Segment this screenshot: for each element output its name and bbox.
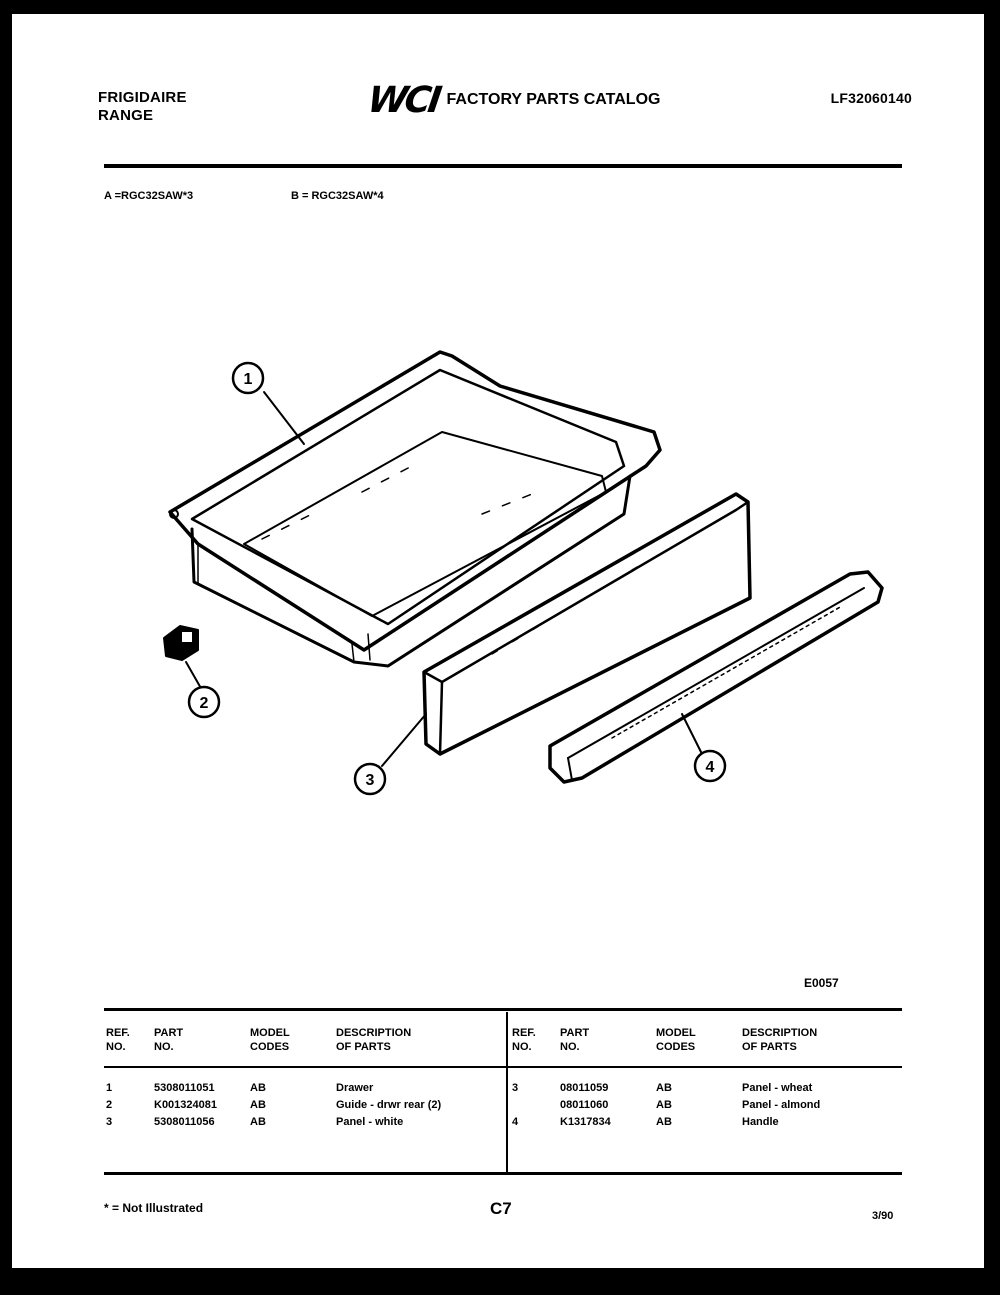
- header-model: MODEL CODES: [250, 1027, 290, 1053]
- row-model-codes: AB: [656, 1099, 672, 1111]
- catalog-page: [12, 14, 984, 1268]
- header-desc: DESCRIPTION OF PARTS: [336, 1027, 412, 1053]
- header-ref: REF. NO.: [106, 1027, 130, 1053]
- product-type: RANGE: [98, 107, 154, 124]
- not-illustrated-note: * = Not Illustrated: [104, 1201, 204, 1215]
- panel-drawing: [424, 494, 750, 754]
- brand-name: FRIGIDAIRE: [98, 89, 187, 106]
- wci-logo: WCI: [365, 79, 442, 121]
- row-model-codes: AB: [656, 1116, 672, 1128]
- table-bottom-rule: [104, 1172, 902, 1175]
- row-part-no: 08011060: [560, 1099, 609, 1111]
- row-ref: [512, 1097, 560, 1114]
- table-row: [106, 1080, 496, 1097]
- catalog-title: FACTORY PARTS CATALOG: [446, 91, 661, 108]
- print-date: 3/90: [872, 1210, 894, 1222]
- row-model-codes: AB: [656, 1082, 672, 1094]
- callout-label-2: 2: [199, 695, 209, 712]
- header-part: PART NO.: [154, 1027, 184, 1053]
- row-part-no: 5308011056: [154, 1116, 215, 1128]
- row-description: Drawer: [336, 1082, 374, 1094]
- row-part-no: K1317834: [560, 1116, 611, 1128]
- row-description: Panel - wheat: [742, 1082, 813, 1094]
- table-column-divider: [506, 1012, 508, 1172]
- row-part-no: 5308011051: [154, 1082, 215, 1094]
- exploded-parts-diagram: [12, 14, 984, 974]
- row-model-codes: AB: [250, 1116, 266, 1128]
- row-part-no: K001324081: [154, 1099, 218, 1111]
- row-description: Panel - almond: [742, 1099, 821, 1111]
- table-header-row: [512, 1026, 902, 1066]
- drawer-guide-drawing: [164, 626, 198, 660]
- header-part: PART NO.: [560, 1027, 590, 1053]
- row-description: Guide - drwr rear (2): [336, 1099, 442, 1111]
- table-row: [106, 1097, 496, 1114]
- table-row: [106, 1114, 496, 1131]
- row-ref: 3: [106, 1116, 113, 1128]
- row-description: Panel - white: [336, 1116, 404, 1128]
- row-model-codes: AB: [250, 1082, 266, 1094]
- model-code-b: B = RGC32SAW*4: [291, 190, 384, 202]
- row-ref: 1: [106, 1082, 113, 1094]
- row-part-no: 08011059: [560, 1082, 609, 1094]
- model-code-a: A =RGC32SAW*3: [104, 190, 194, 202]
- header-ref: REF. NO.: [512, 1027, 536, 1053]
- row-ref: 4: [512, 1116, 519, 1128]
- catalog-number: LF32060140: [830, 90, 912, 106]
- table-row: [512, 1080, 902, 1097]
- table-header-row: [106, 1026, 496, 1066]
- header-model: MODEL CODES: [656, 1027, 696, 1053]
- parts-table-right: [512, 1026, 902, 1131]
- callout-label-3: 3: [365, 772, 375, 789]
- page-code: C7: [490, 1199, 512, 1218]
- row-ref: 3: [512, 1082, 519, 1094]
- callout-label-4: 4: [705, 759, 715, 776]
- table-row: [512, 1097, 902, 1114]
- row-ref: 2: [106, 1099, 113, 1111]
- callout-label-1: 1: [243, 371, 253, 388]
- parts-table-left: [106, 1026, 496, 1131]
- table-top-rule: [104, 1008, 902, 1011]
- diagram-code: E0057: [804, 976, 839, 990]
- row-model-codes: AB: [250, 1099, 266, 1111]
- header-desc: DESCRIPTION OF PARTS: [742, 1027, 818, 1053]
- row-description: Handle: [742, 1116, 779, 1128]
- table-row: [512, 1114, 902, 1131]
